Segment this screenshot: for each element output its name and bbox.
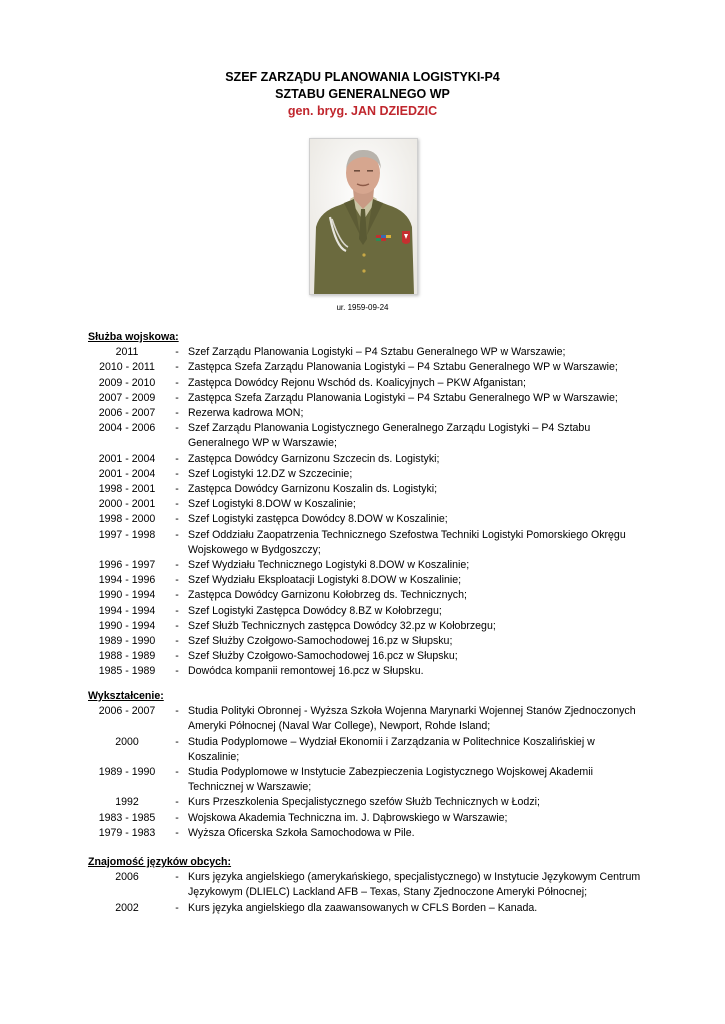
row-description: Zastępca Szefa Zarządu Planowania Logistyki – P4 Sztabu Generalnego WP w Warszawie; [188,361,618,374]
row-description: Kurs Przeszkolenia Specjalistycznego szefów Służb Technicznych w Łodzi; [188,796,540,809]
row-years: 2001 - 2004 [98,452,156,465]
row-description: Szef Zarządu Planowania Logistyki – P4 Sztabu Generalnego WP w Warszawie; [188,346,566,359]
row-dash: - [175,467,179,480]
position-title: SZEF ZARZĄDU PLANOWANIA LOGISTYKI-P4 [225,70,500,84]
row-years: 1998 - 2001 [98,483,156,496]
row-dash: - [175,376,179,389]
row-description: Szef Wydziału Eksploatacji Logistyki 8.DOW w Koszalinie; [188,574,462,587]
row-description: Szef Służby Czołgowo-Samochodowej 16.pz w Słupsku; [188,635,453,648]
row-description: Dowódca kompanii remontowej 16.pcz w Słupsku. [188,665,424,678]
birth-date: ur. 1959-09-24 [336,303,389,312]
row-years: 2001 - 2004 [98,467,156,480]
education-list [88,704,648,841]
row-years: 2006 - 2007 [98,705,156,718]
service-heading: Służba wojskowa: [88,331,179,343]
row-years: 1994 - 1996 [98,574,156,587]
row-description: Zastępca Szefa Zarządu Planowania Logistyki – P4 Sztabu Generalnego WP w Warszawie; [188,391,618,404]
languages-row [88,901,648,916]
row-dash: - [175,361,179,374]
row-years: 1979 - 1983 [98,826,156,839]
row-years: 1998 - 2000 [98,513,156,526]
row-dash: - [175,735,179,748]
row-years: 1996 - 1997 [98,559,156,572]
education-section [88,689,648,841]
service-row [88,649,648,664]
row-dash: - [175,498,179,511]
row-years: 1990 - 1994 [98,619,156,632]
row-dash: - [175,871,179,884]
row-description: Rezerwa kadrowa MON; [188,407,304,420]
row-years: 1989 - 1990 [98,766,156,779]
row-dash: - [175,391,179,404]
row-years: 1994 - 1994 [98,604,156,617]
education-row [88,765,648,795]
row-dash: - [175,407,179,420]
row-years: 1983 - 1985 [98,811,156,824]
service-row [88,497,648,512]
row-years: 2007 - 2009 [98,391,156,404]
service-row [88,406,648,421]
languages-row [88,870,648,900]
row-years: 2000 - 2001 [98,498,156,511]
row-dash: - [175,528,179,541]
service-row [88,573,648,588]
row-dash: - [175,811,179,824]
languages-section [88,855,648,916]
row-description: Zastępca Dowódcy Garnizonu Kołobrzeg ds. Technicznych; [188,589,467,602]
row-dash: - [175,635,179,648]
row-description: Szef Wydziału Technicznego Logistyki 8.DOW w Koszalinie; [188,559,470,572]
row-description: Wyższa Oficerska Szkoła Samochodowa w Pile. [188,826,415,839]
row-years: 1985 - 1989 [98,665,156,678]
service-row [88,588,648,603]
position-subtitle: SZTABU GENERALNEGO WP [275,87,450,101]
row-years: 2000 [115,735,139,748]
row-dash: - [175,766,179,779]
row-description: Szef Logistyki Zastępca Dowódcy 8.BZ w Kołobrzegu; [188,604,442,617]
row-dash: - [175,559,179,572]
row-dash: - [175,901,179,914]
row-years: 1997 - 1998 [98,528,156,541]
row-years: 1990 - 1994 [98,589,156,602]
service-row [88,604,648,619]
row-description: Zastępca Dowódcy Rejonu Wschód ds. Koalicyjnych – PKW Afganistan; [188,376,526,389]
education-row [88,811,648,826]
service-row [88,360,648,375]
service-list [88,345,648,679]
person-name: gen. bryg. JAN DZIEDZIC [287,104,438,118]
service-row [88,467,648,482]
row-dash: - [175,604,179,617]
row-dash: - [175,346,179,359]
service-row [88,482,648,497]
education-row [88,795,648,810]
row-description: Studia Polityki Obronnej - Wyższa Szkoła Wojenna Marynarki Wojennej Stanów Zjednoczonych Ameryki Północnej (Naval War College), Newport, Rohde Island; [188,705,636,733]
service-row [88,512,648,527]
row-dash: - [175,574,179,587]
row-dash: - [175,650,179,663]
service-row [88,345,648,360]
row-years: 1992 [115,796,139,809]
row-description: Kurs języka angielskiego (amerykańskiego, specjalistycznego) w Instytucie Językowym Centrum Językowym (DLIELC) Lackland AFB – Texas, Stany Zjednoczone Ameryki Północnej; [188,871,641,899]
row-dash: - [175,422,179,435]
row-years: 2009 - 2010 [98,376,156,389]
row-years: 1988 - 1989 [98,650,156,663]
portrait-photo [309,138,418,295]
row-years: 2006 [115,871,139,884]
row-description: Zastępca Dowódcy Garnizonu Koszalin ds. Logistyki; [188,483,438,496]
education-row [88,826,648,841]
row-dash: - [175,665,179,678]
row-description: Szef Zarządu Planowania Logistycznego Generalnego Zarządu Logistyki – P4 Sztabu Generalnego WP w Warszawie; [188,422,591,450]
row-dash: - [175,796,179,809]
languages-heading: Znajomość języków obcych: [88,856,232,868]
title-block [0,69,725,120]
service-row [88,664,648,679]
service-row [88,558,648,573]
education-row [88,704,648,734]
row-dash: - [175,513,179,526]
row-years: 2006 - 2007 [98,407,156,420]
service-row [88,376,648,391]
service-row [88,528,648,558]
service-row [88,619,648,634]
row-description: Szef Oddziału Zaopatrzenia Technicznego Szefostwa Techniki Logistyki Pomorskiego Okręgu Wojskowego w Bydgoszczy; [188,528,626,556]
row-years: 2011 [115,346,139,359]
row-dash: - [175,705,179,718]
row-dash: - [175,483,179,496]
service-row [88,452,648,467]
service-section [88,330,648,680]
row-description: Szef Logistyki zastępca Dowódcy 8.DOW w Koszalinie; [188,513,448,526]
row-description: Szef Logistyki 8.DOW w Koszalinie; [188,498,356,511]
row-description: Szef Logistyki 12.DZ w Szczecinie; [188,467,353,480]
row-description: Wojskowa Akademia Techniczna im. J. Dąbrowskiego w Warszawie; [188,811,508,824]
row-description: Szef Służby Czołgowo-Samochodowej 16.pcz w Słupsku; [188,650,458,663]
row-dash: - [175,452,179,465]
row-years: 1989 - 1990 [98,635,156,648]
row-description: Studia Podyplomowe w Instytucie Zabezpieczenia Logistycznego Wojskowej Akademii Technicznej w Warszawie; [188,766,593,794]
service-row [88,421,648,451]
row-years: 2004 - 2006 [98,422,156,435]
row-description: Studia Podyplomowe – Wydział Ekonomii i Zarządzania w Politechnice Koszalińskiej w Koszalinie; [188,735,595,763]
languages-list [88,870,648,916]
row-dash: - [175,619,179,632]
row-description: Kurs języka angielskiego dla zaawansowanych w CFLS Borden – Kanada. [188,901,538,914]
service-row [88,634,648,649]
row-description: Szef Służb Technicznych zastępca Dowódcy 32.pz w Kołobrzegu; [188,619,496,632]
education-heading: Wykształcenie: [88,690,164,702]
portrait-photo-icon [310,139,417,294]
service-row [88,391,648,406]
row-dash: - [175,826,179,839]
row-years: 2002 [115,901,139,914]
education-row [88,735,648,765]
row-description: Zastępca Dowódcy Garnizonu Szczecin ds. Logistyki; [188,452,440,465]
row-dash: - [175,589,179,602]
row-years: 2010 - 2011 [99,361,155,374]
